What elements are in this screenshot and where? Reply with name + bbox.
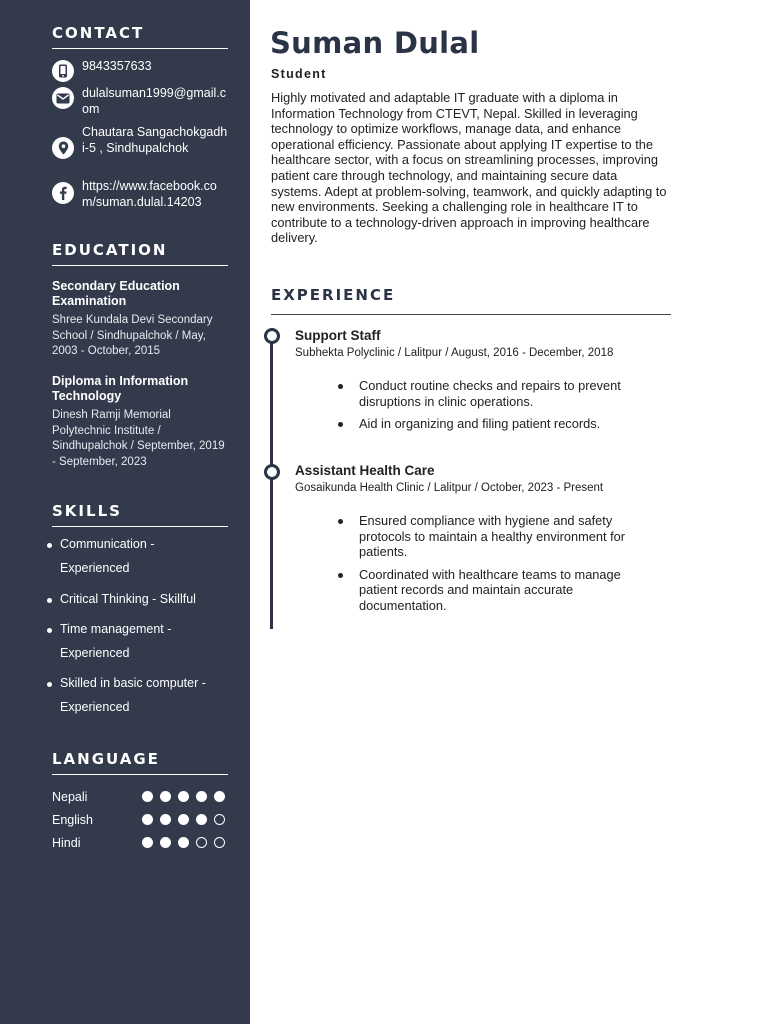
- contact-section: [52, 24, 228, 209]
- rating-dot-empty: [196, 837, 207, 848]
- job-title: Support Staff: [295, 328, 381, 343]
- education-heading: EDUCATION: [52, 241, 228, 266]
- education-title: Diploma in Information Technology: [52, 374, 189, 403]
- profile-summary: Highly motivated and adaptable IT graduate with a diploma in Information Technology from CTEVT, Nepal. Skilled in leveraging technology to optimize workflows, manage data, and enhance operational efficiency. Passionate about applying IT expertise to the healthcare sector, with a focus on streamlining processes, improving patient care through technology, and maintaining secure data systems. Adept at problem-solving, teamwork, and quickly adapting to new environments. Seeking a challenging role in healthcare IT to contribute to a technology-driven approach in improving healthcare delivery.: [271, 90, 667, 246]
- job-title: Assistant Health Care: [295, 463, 435, 478]
- skill-item: [47, 533, 227, 580]
- rating-dot-filled: [160, 791, 171, 802]
- rating-dot-filled: [142, 814, 153, 825]
- skill-text: Critical Thinking - Skillful: [60, 592, 196, 606]
- contact-email: [52, 86, 228, 117]
- job-bullets: [336, 513, 636, 621]
- job-meta: Subhekta Polyclinic / Lalitpur / August, 2016 - December, 2018: [295, 347, 614, 359]
- education-detail: Shree Kundala Devi Secondary School / Sindhupalchok / May, 2003 - October, 2015: [52, 314, 213, 357]
- bullet-text: Conduct routine checks and repairs to prevent disruptions in clinic operations.: [359, 378, 621, 409]
- language-rating: [142, 814, 232, 825]
- bullet-text: Coordinated with healthcare teams to manage patient records and maintain accurate documentation.: [359, 566, 621, 613]
- skill-item: [47, 588, 227, 612]
- job-bullet: [336, 567, 636, 614]
- language-section: [52, 750, 228, 850]
- bullet-dot: [47, 628, 52, 633]
- skills-heading: SKILLS: [52, 502, 228, 527]
- language-row: [52, 835, 228, 851]
- education-section: [52, 241, 228, 468]
- skill-item: [47, 672, 227, 719]
- job-bullet: [336, 513, 636, 560]
- rating-dot-empty: [214, 837, 225, 848]
- skill-item: [47, 618, 227, 665]
- facebook-icon: [52, 182, 74, 204]
- contact-facebook: [52, 179, 228, 210]
- bullet-dot: [47, 543, 52, 548]
- contact-address: [52, 125, 228, 159]
- sidebar: [0, 0, 250, 1024]
- facebook-link[interactable]: https://www.facebook.com/suman.dulal.14203: [82, 179, 217, 209]
- bullet-text: Ensured compliance with hygiene and safety protocols to maintain a healthy environment for patients.: [359, 513, 626, 560]
- person-name: Suman Dulal: [270, 26, 480, 60]
- job-bullet: [336, 378, 636, 409]
- rating-dot-filled: [178, 837, 189, 848]
- phone-number[interactable]: 9843357633: [82, 59, 152, 73]
- experience-heading: EXPERIENCE: [271, 286, 671, 315]
- language-rating: [142, 791, 232, 802]
- skills-section: [52, 502, 228, 714]
- bullet-dot: [338, 384, 343, 389]
- language-row: [52, 812, 228, 828]
- rating-dot-filled: [178, 814, 189, 825]
- bullet-dot: [338, 519, 343, 524]
- skill-text: Skilled in basic computer - Experienced: [60, 676, 206, 714]
- language-rating: [142, 837, 232, 848]
- skill-text: Communication - Experienced: [60, 537, 155, 575]
- rating-dot-filled: [178, 791, 189, 802]
- language-name: English: [52, 813, 93, 827]
- bullet-dot: [338, 422, 343, 427]
- location-pin-icon: [52, 137, 74, 159]
- rating-dot-empty: [214, 814, 225, 825]
- education-detail: Dinesh Ramji Memorial Polytechnic Institute / Sindhupalchok / September, 2019 - September, 2023: [52, 409, 225, 468]
- language-row: [52, 789, 228, 805]
- bullet-dot: [47, 598, 52, 603]
- bullet-dot: [47, 682, 52, 687]
- rating-dot-filled: [160, 814, 171, 825]
- email-address[interactable]: dulalsuman1999@gmail.com: [82, 86, 227, 116]
- skill-text: Time management - Experienced: [60, 622, 172, 660]
- rating-dot-filled: [160, 837, 171, 848]
- job-bullets: [336, 378, 636, 439]
- language-name: Nepali: [52, 790, 88, 804]
- language-heading: LANGUAGE: [52, 750, 228, 775]
- person-role: Student: [271, 67, 327, 81]
- bullet-dot: [338, 573, 343, 578]
- education-title: Secondary Education Examination: [52, 279, 180, 308]
- address-text: Chautara Sangachokgadhi-5 , Sindhupalchok: [82, 125, 228, 155]
- rating-dot-filled: [142, 791, 153, 802]
- contact-heading: CONTACT: [52, 24, 228, 49]
- rating-dot-filled: [196, 814, 207, 825]
- rating-dot-filled: [214, 791, 225, 802]
- rating-dot-filled: [196, 791, 207, 802]
- timeline-marker: [264, 464, 280, 480]
- job-bullet: [336, 416, 636, 432]
- phone-icon: [52, 60, 74, 82]
- job-meta: Gosaikunda Health Clinic / Lalitpur / October, 2023 - Present: [295, 482, 604, 494]
- contact-phone: [52, 59, 228, 82]
- timeline-line: [270, 337, 273, 629]
- envelope-icon: [52, 87, 74, 109]
- language-name: Hindi: [52, 836, 81, 850]
- bullet-text: Aid in organizing and filing patient records.: [359, 416, 601, 432]
- rating-dot-filled: [142, 837, 153, 848]
- timeline-marker: [264, 328, 280, 344]
